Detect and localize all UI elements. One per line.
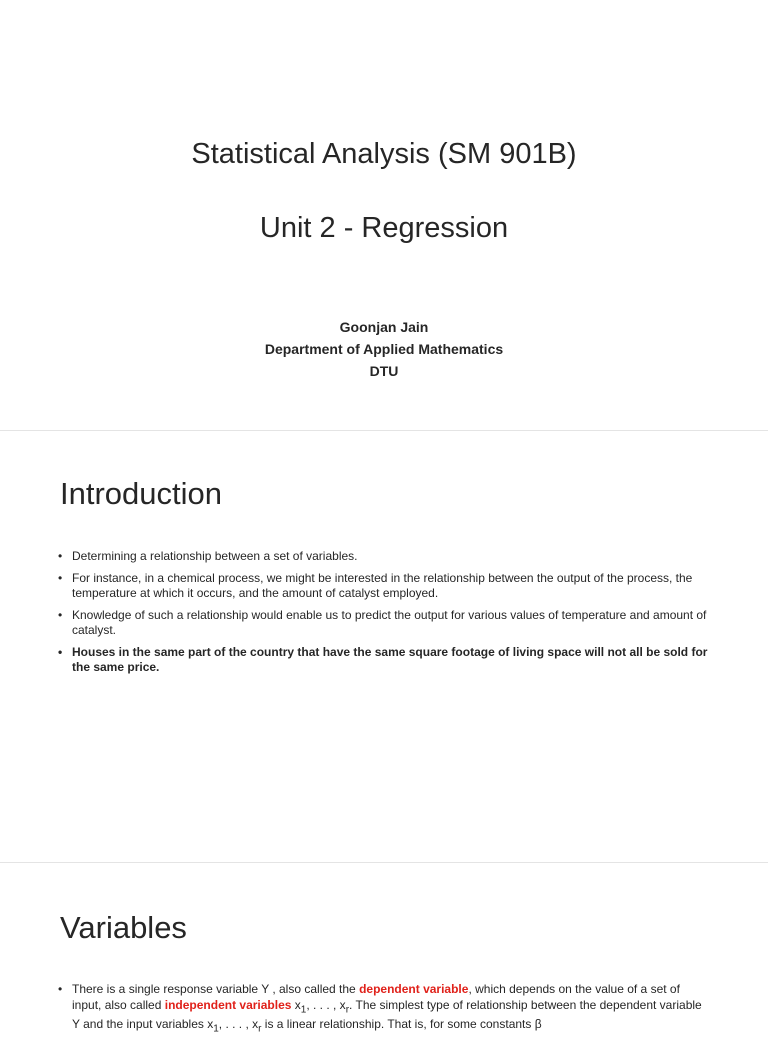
slide-heading: Introduction (60, 476, 222, 511)
title-slide (0, 0, 768, 430)
unit-title: Unit 2 - Regression (259, 212, 509, 244)
bullet-marker: • (58, 549, 63, 563)
author-institution: DTU (369, 363, 399, 379)
slide-heading: Variables (60, 910, 187, 945)
term-independent-variables: independent variables (164, 997, 292, 1012)
bullet-marker: • (58, 982, 63, 996)
author-block (0, 316, 768, 382)
bullet-marker: • (58, 570, 63, 585)
bullet-marker: • (58, 644, 63, 659)
course-title: Statistical Analysis (SM 901B) (191, 138, 577, 170)
introduction-slide (0, 430, 768, 862)
bullet-item: • For instance, in a chemical process, we might be interested in the relationship between the output of the process, the temperature at which it occurs, and the amount of catalyst employed. (58, 570, 693, 600)
author-department: Department of Applied Mathematics (264, 341, 504, 357)
bullet-marker: • (58, 607, 63, 622)
bullet-item: • Determining a relationship between a set of variables. (58, 549, 358, 563)
bullet-item: • There is a single response variable Y , also called the dependent variable, which depends on the value of a set of input, also called independent variables $x_1$, . . . , $x_r$. The simplest type of relationship between the dependent variable Y and the input variables $x_1$, . . . , $x_r$ is a linear relationship. That is, for some constants β (58, 982, 702, 1035)
author-name: Goonjan Jain (339, 319, 429, 335)
variables-slide (0, 862, 768, 1035)
bullet-item: • Houses in the same part of the country that have the same square footage of living space will not all be sold for the same price. (58, 644, 708, 674)
bullet-list (58, 982, 708, 1043)
bullet-list (58, 549, 708, 682)
term-dependent-variable: dependent variable (359, 982, 469, 996)
bullet-item: • Knowledge of such a relationship would enable us to predict the output for various values of temperature and amount of catalyst. (58, 607, 707, 637)
